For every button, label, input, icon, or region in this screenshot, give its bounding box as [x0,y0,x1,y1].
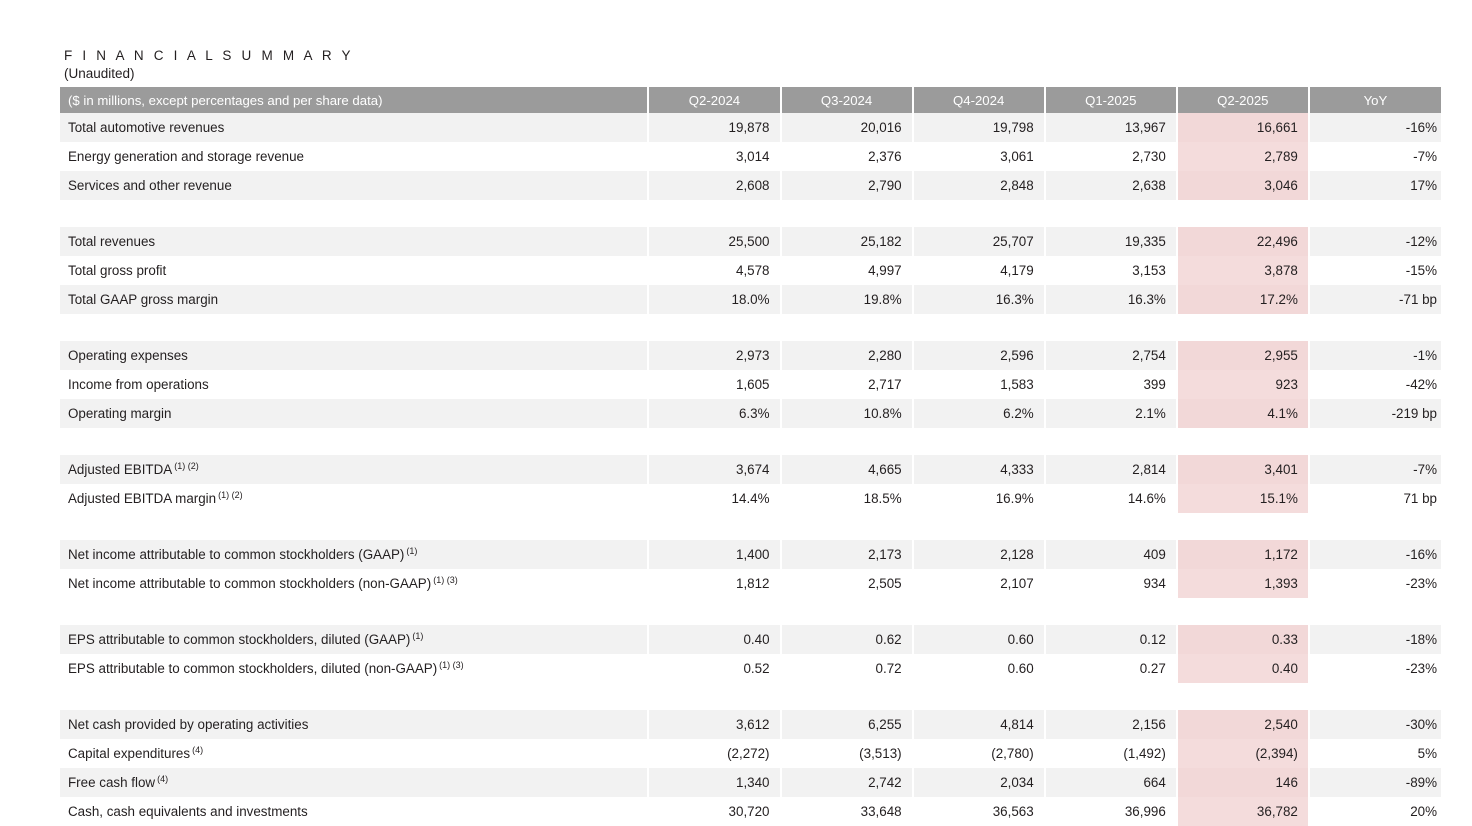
row-value: 0.62 [781,625,913,654]
row-label: Adjusted EBITDA margin $^{(1) (2)}$ [60,484,648,513]
row-value: 3,014 [648,142,780,171]
table-row [60,768,1441,797]
table-spacer-row [60,683,1441,710]
row-value: 2,638 [1045,171,1177,200]
row-label: Income from operations [60,370,648,399]
row-value: 36,563 [913,797,1045,826]
row-label: Net income attributable to common stockholders (non-GAAP) $^{(1) (3)}$ [60,569,648,598]
row-value: 13,967 [1045,113,1177,142]
table-row [60,171,1441,200]
row-value: 25,500 [648,227,780,256]
row-value: 71 bp [1309,484,1441,513]
page-subtitle: (Unaudited) [64,66,135,81]
row-value: 0.60 [913,625,1045,654]
table-header [60,87,1441,113]
row-label: Operating expenses [60,341,648,370]
row-value: 2,608 [648,171,780,200]
row-value: 33,648 [781,797,913,826]
column-header-q4-2024: Q4-2024 [913,87,1045,113]
spacer-cell [60,598,1441,625]
row-value: 16.9% [913,484,1045,513]
row-value: -7% [1309,142,1441,171]
table-spacer-row [60,513,1441,540]
table-row [60,227,1441,256]
row-value: 2,848 [913,171,1045,200]
row-label: Free cash flow $^{(4)}$ [60,768,648,797]
row-value: 4,333 [913,455,1045,484]
row-value: -71 bp [1309,285,1441,314]
row-label: Total automotive revenues [60,113,648,142]
row-label: Total GAAP gross margin [60,285,648,314]
row-label: Operating margin [60,399,648,428]
row-value: 2,128 [913,540,1045,569]
spacer-cell [60,200,1441,227]
table-row [60,625,1441,654]
row-value: 1,400 [648,540,780,569]
row-value: 923 [1177,370,1309,399]
row-value: 4,179 [913,256,1045,285]
row-value: 16.3% [913,285,1045,314]
table-row [60,370,1441,399]
row-value: 1,583 [913,370,1045,399]
row-value: 2,280 [781,341,913,370]
row-value: 2,789 [1177,142,1309,171]
table-row [60,710,1441,739]
footnote-marker: (1) (3) [433,574,458,585]
row-value: (2,780) [913,739,1045,768]
footnote-marker: (1) (2) [218,489,243,500]
row-value: 14.6% [1045,484,1177,513]
row-value: -15% [1309,256,1441,285]
row-value: 16.3% [1045,285,1177,314]
column-header-q2-2024: Q2-2024 [648,87,780,113]
footnote-marker: (4) [157,773,169,784]
table-spacer-row [60,598,1441,625]
column-header-label: ($ in millions, except percentages and per share data) [60,87,648,113]
row-value: 6.2% [913,399,1045,428]
row-value: -1% [1309,341,1441,370]
row-value: 0.40 [648,625,780,654]
spacer-cell [60,513,1441,540]
row-value: 2,790 [781,171,913,200]
row-value: 36,782 [1177,797,1309,826]
table-row [60,569,1441,598]
row-label: Net cash provided by operating activities [60,710,648,739]
row-value: 18.5% [781,484,913,513]
footnote-marker: (1) [412,630,424,641]
row-value: -16% [1309,113,1441,142]
row-value: 2,156 [1045,710,1177,739]
table-spacer-row [60,200,1441,227]
row-value: 17% [1309,171,1441,200]
table-row [60,455,1441,484]
table-row [60,654,1441,683]
row-value: 2,717 [781,370,913,399]
row-value: 3,046 [1177,171,1309,200]
row-value: (2,394) [1177,739,1309,768]
row-value: -7% [1309,455,1441,484]
row-label: Capital expenditures $^{(4)}$ [60,739,648,768]
row-value: 4,665 [781,455,913,484]
row-value: 1,393 [1177,569,1309,598]
table-row [60,484,1441,513]
row-label: Net income attributable to common stockholders (GAAP) $^{(1)}$ [60,540,648,569]
row-value: -23% [1309,569,1441,598]
row-value: -16% [1309,540,1441,569]
row-value: 25,707 [913,227,1045,256]
row-value: 25,182 [781,227,913,256]
row-value: 0.33 [1177,625,1309,654]
row-label: Total gross profit [60,256,648,285]
row-value: 19,335 [1045,227,1177,256]
footnote-marker: (4) [192,744,204,755]
row-label: EPS attributable to common stockholders, diluted (non-GAAP) $^{(1) (3)}$ [60,654,648,683]
row-value: 20% [1309,797,1441,826]
column-header-yoy: YoY [1309,87,1441,113]
row-label: Total revenues [60,227,648,256]
financial-summary-table [60,87,1442,826]
row-label: EPS attributable to common stockholders, diluted (GAAP) $^{(1)}$ [60,625,648,654]
row-value: -18% [1309,625,1441,654]
row-value: 17.2% [1177,285,1309,314]
table-row [60,142,1441,171]
row-value: 2,034 [913,768,1045,797]
row-value: 2,596 [913,341,1045,370]
footnote-marker: (1) (3) [439,659,464,670]
row-value: 0.60 [913,654,1045,683]
row-value: 2,754 [1045,341,1177,370]
table-row [60,739,1441,768]
row-value: 6.3% [648,399,780,428]
row-value: -12% [1309,227,1441,256]
row-value: 3,674 [648,455,780,484]
row-value: 16,661 [1177,113,1309,142]
row-value: 3,153 [1045,256,1177,285]
row-value: 36,996 [1045,797,1177,826]
table-row [60,341,1441,370]
row-value: 30,720 [648,797,780,826]
row-value: 4,814 [913,710,1045,739]
page-title: F I N A N C I A L S U M M A R Y [64,48,354,63]
row-value: 1,812 [648,569,780,598]
row-value: 664 [1045,768,1177,797]
column-header-q1-2025: Q1-2025 [1045,87,1177,113]
row-value: 409 [1045,540,1177,569]
table-header-row [60,87,1441,113]
row-value: 18.0% [648,285,780,314]
row-value: 15.1% [1177,484,1309,513]
row-value: 4,997 [781,256,913,285]
table-row [60,113,1441,142]
row-value: 2,107 [913,569,1045,598]
table-row [60,540,1441,569]
row-value: 1,340 [648,768,780,797]
row-value: 3,401 [1177,455,1309,484]
row-value: -42% [1309,370,1441,399]
row-value: -23% [1309,654,1441,683]
table-spacer-row [60,314,1441,341]
table-row [60,256,1441,285]
row-value: 20,016 [781,113,913,142]
row-value: 10.8% [781,399,913,428]
column-header-q3-2024: Q3-2024 [781,87,913,113]
row-value: 1,605 [648,370,780,399]
row-value: (3,513) [781,739,913,768]
row-label: Cash, cash equivalents and investments [60,797,648,826]
table-row [60,797,1441,826]
row-value: 1,172 [1177,540,1309,569]
table-row [60,399,1441,428]
row-value: 19,798 [913,113,1045,142]
row-value: 5% [1309,739,1441,768]
row-value: 0.12 [1045,625,1177,654]
row-value: 3,061 [913,142,1045,171]
row-value: 6,255 [781,710,913,739]
row-value: 0.52 [648,654,780,683]
row-value: 2,730 [1045,142,1177,171]
row-label: Adjusted EBITDA $^{(1) (2)}$ [60,455,648,484]
table-row [60,285,1441,314]
row-value: (2,272) [648,739,780,768]
spacer-cell [60,314,1441,341]
table-body [60,113,1441,826]
row-value: 2,173 [781,540,913,569]
row-value: 2,814 [1045,455,1177,484]
row-value: 146 [1177,768,1309,797]
row-value: 3,612 [648,710,780,739]
row-value: 2.1% [1045,399,1177,428]
row-value: 2,742 [781,768,913,797]
row-value: 0.27 [1045,654,1177,683]
row-value: (1,492) [1045,739,1177,768]
spacer-cell [60,428,1441,455]
row-value: 2,540 [1177,710,1309,739]
row-value: 2,955 [1177,341,1309,370]
row-value: 22,496 [1177,227,1309,256]
footnote-marker: (1) [406,545,418,556]
row-value: 3,878 [1177,256,1309,285]
column-header-q2-2025: Q2-2025 [1177,87,1309,113]
row-value: -219 bp [1309,399,1441,428]
row-value: 4,578 [648,256,780,285]
row-value: 19,878 [648,113,780,142]
row-value: -30% [1309,710,1441,739]
row-value: 2,376 [781,142,913,171]
row-value: 0.40 [1177,654,1309,683]
row-value: -89% [1309,768,1441,797]
footnote-marker: (1) (2) [174,460,199,471]
row-value: 2,973 [648,341,780,370]
row-label: Energy generation and storage revenue [60,142,648,171]
row-value: 14.4% [648,484,780,513]
row-label: Services and other revenue [60,171,648,200]
spacer-cell [60,683,1441,710]
row-value: 2,505 [781,569,913,598]
row-value: 399 [1045,370,1177,399]
row-value: 934 [1045,569,1177,598]
row-value: 4.1% [1177,399,1309,428]
row-value: 19.8% [781,285,913,314]
table-spacer-row [60,428,1441,455]
row-value: 0.72 [781,654,913,683]
